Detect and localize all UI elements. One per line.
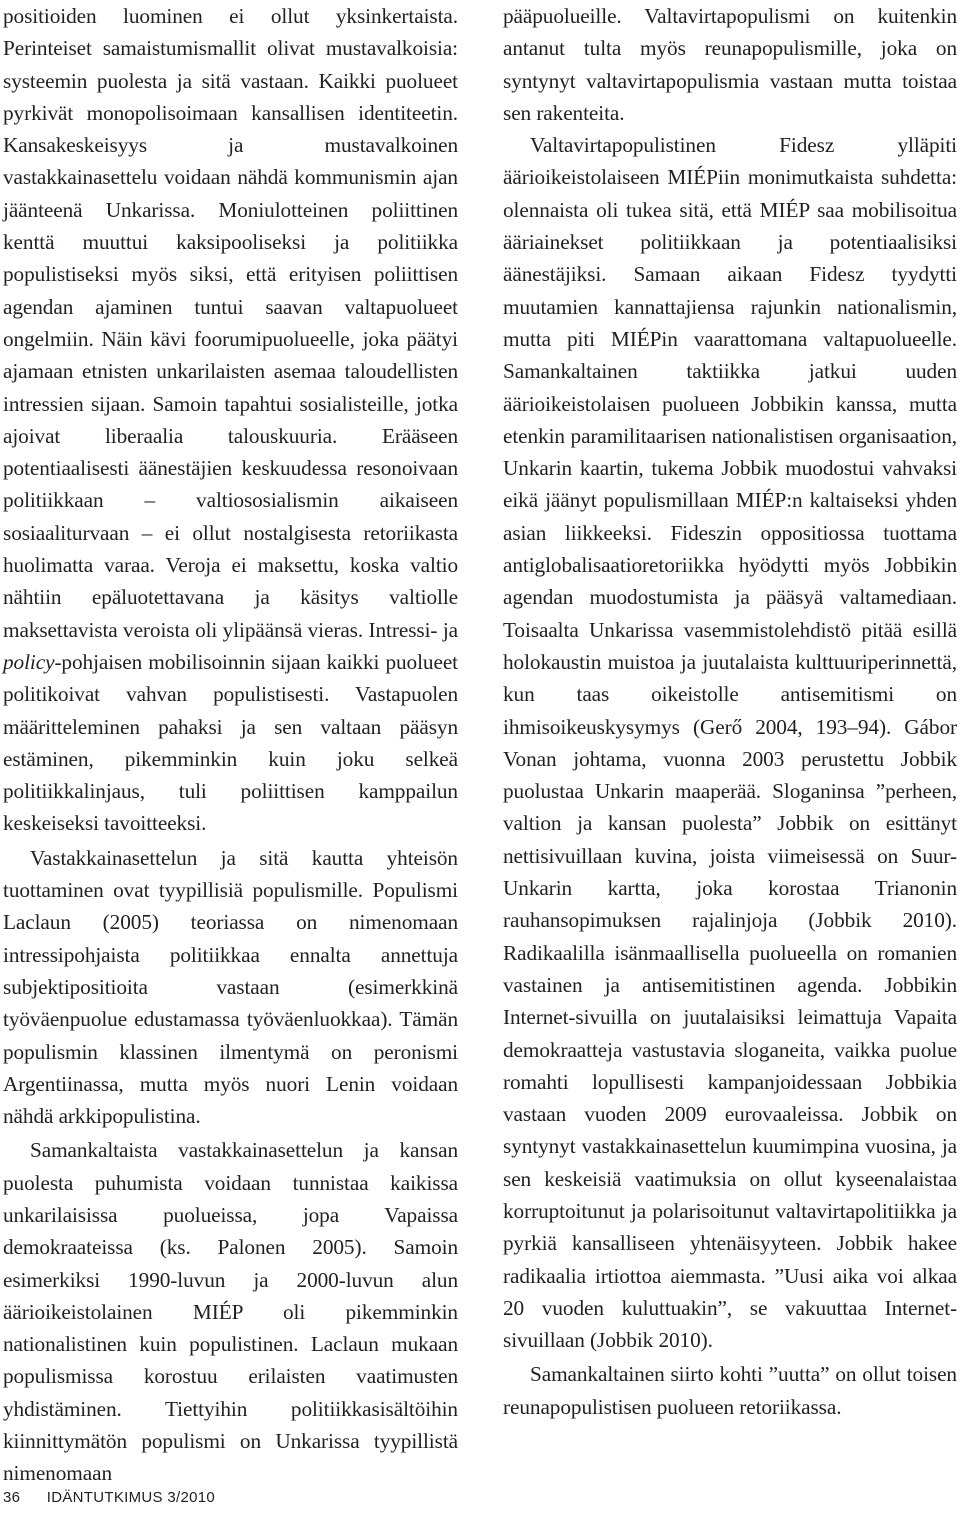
paragraph (3, 0, 458, 840)
paragraph: pääpuolueille. Valtavirtapopulismi on kuitenkin antanut tulta myös reunapopulismille, joka on syntynyt valtavirtapopulismia vastaan mutta toistaa sen rakenteita. (503, 4, 957, 125)
paragraph: Vastakkainasettelun ja sitä kautta yhteisön tuottaminen ovat tyypillisiä populismille. Populismi Laclaun (2005) teoriassa on nimenomaan intressipohjaista politiikkaa ennalta annettuja subjektipositioita vastaan (esimerkkinä työväenpuolue edustamassa työväenluokkaa). Tämän populismin klassinen ilmentymä on peronismi Argentiinassa, mutta myös nuori Lenin voidaan nähdä arkkipopulistina. (3, 845, 458, 1129)
paragraph: Samankaltainen siirto kohti ”uutta” on ollut toisen reunapopulistisen puolueen retoriikassa. (503, 1362, 957, 1419)
italic-term: policy (3, 649, 55, 674)
journal-name: IDÄNTUTKIMUS 3/2010 (46, 1489, 216, 1506)
paragraph-text: -pohjaisen mobilisoinnin sijaan kaikki puolueet politikoivat vahvan populistisesti. Vastapuolen määritteleminen pahaksi ja sen valtaan pääsyn estäminen, pikemminkin kuin joku selkeä politiikkalinjaus, tuli poliittisen kamppailun keskeiseksi tavoitteeksi. (3, 649, 458, 836)
left-column (3, 0, 458, 1490)
paragraph: Samankaltaista vastakkainasettelun ja kansan puolesta puhumista voidaan tunnistaa kaikissa unkarilaisissa puolueissa, jopa Vapaissa demokraateissa (ks. Palonen 2005). Samoin esimerkiksi 1990-luvun ja 2000-luvun alun äärioikeistolainen MIÉP oli pikemminkin nationalistinen kuin populistinen. Laclaun mukaan populismissa korostuu erilaisten vaatimusten yhdistäminen. Tiettyihin politiikkasisältöihin kiinnittymätön populismi on Unkarissa tyypillistä nimenomaan (3, 1138, 458, 1486)
paragraph-text: positioiden luominen ei ollut yksinkertaista. Perinteiset samaistumismallit olivat mustavalkoisia: systeemin puolesta ja sitä vastaan. Kaikki puolueet pyrkivät monopolisoimaan kansallisen identiteetin. Kansakeskeisyys ja mustavalkoinen vastakkainasettelu voidaan nähdä kommunismin ajan jäänteenä Unkarissa. Moniulotteinen poliittinen kenttä muuttui kaksipooliseksi ja politiikka populistiseksi myös siksi, että erityisen poliittisen agendan ajaminen tuntui saavan valtapuolueet ongelmiin. Näin kävi foorumipuolueelle, joka päätyi ajamaan etnisten unkarilaisten asemaa taloudellisten intressien sijaan. Samoin tapahtui sosialisteille, jotka ajoivat liberaalia talouskuuria. Erääseen potentiaalisesti äänestäjien keskuudessa resonoivaan politiikkaan – valtiososialismin aikaiseen sosiaaliturvaan – ei ollut nostalgisesta retoriikasta huolimatta varaa. Veroja ei maksettu, koska valtio nähtiin epäluotettavana ja käsitys valtiolle maksettavista veroista oli ylipäänsä vieras. Intressi- ja (3, 4, 458, 642)
paragraph: Valtavirtapopulistinen Fidesz ylläpiti äärioikeistolaiseen MIÉPiin monimutkaista suhdetta: olennaista oli tukea sitä, että MIÉP saa mobilisoitua ääriainekset politiikkaan ja potentiaalisiksi äänestäjiksi. Samaan aikaan Fidesz tyydytti muutamien kannattajiensa rajunkin nationalismin, mutta piti MIÉPin vaarattomana valtapuolueelle. Samankaltainen taktiikka jatkui uuden äärioikeistolaisen puolueen Jobbikin kanssa, mutta etenkin paramilitaarisen nationalistisen organisaation, Unkarin kaartin, tukema Jobbik muodostui vahvaksi eikä jäänyt populismillaan MIÉP:n kaltaiseksi yhden asian liikkeeksi. Fideszin oppositiossa tuottama antiglobalisaatioretoriikka hyödytti myös Jobbikin agendan muodostumista ja pääsyä valtamediaan. Toisaalta Unkarissa vasemmistolehdistö pitää esillä holokaustin muistoa ja juutalaista kulttuuriperinnettä, kun taas oikeistolle antisemitismi on ihmisoikeuskysymys (Gerő 2004, 193–94). Gábor Vonan johtama, vuonna 2003 perustettu Jobbik puolustaa Unkarin maaperää. Sloganinsa ”perheen, valtion ja kansan puolesta” Jobbik on esittänyt nettisivuillaan kuvina, joista viimeisessä on Suur-Unkarin kartta, joka korostaa Trianonin rauhansopimuksen rajalinjoja (Jobbik 2010). Radikaalilla isänmaallisella puolueella on romanien vastainen ja antisemitistinen agenda. Jobbikin Internet-sivuilla on juutalaisiksi leimattuja Vapaita demokraatteja vastustavia sloganeita, vaikka puolue romahti lopullisesti kampanjoidessaan Jobbikia vastaan vuoden 2009 eurovaaleissa. Jobbik on syntynyt vastakkainasettelun kuumimpina vuosina, ja sen keskeisiä vaatimuksia on ollut kyseenalaistaa korruptoitunut ja polarisoitunut valtavirtapolitiikka ja pyrkiä kansalliseen yhtenäisyyteen. Jobbik hakee radikaalia irtiottoa aiemmasta. ”Uusi aika voi alkaa 20 vuoden kuluttuakin”, se vakuuttaa Internet-sivuillaan (Jobbik 2010). (503, 133, 957, 1353)
page-number: 36 (3, 1489, 21, 1506)
right-column (503, 0, 957, 1423)
page-footer (3, 1489, 215, 1507)
